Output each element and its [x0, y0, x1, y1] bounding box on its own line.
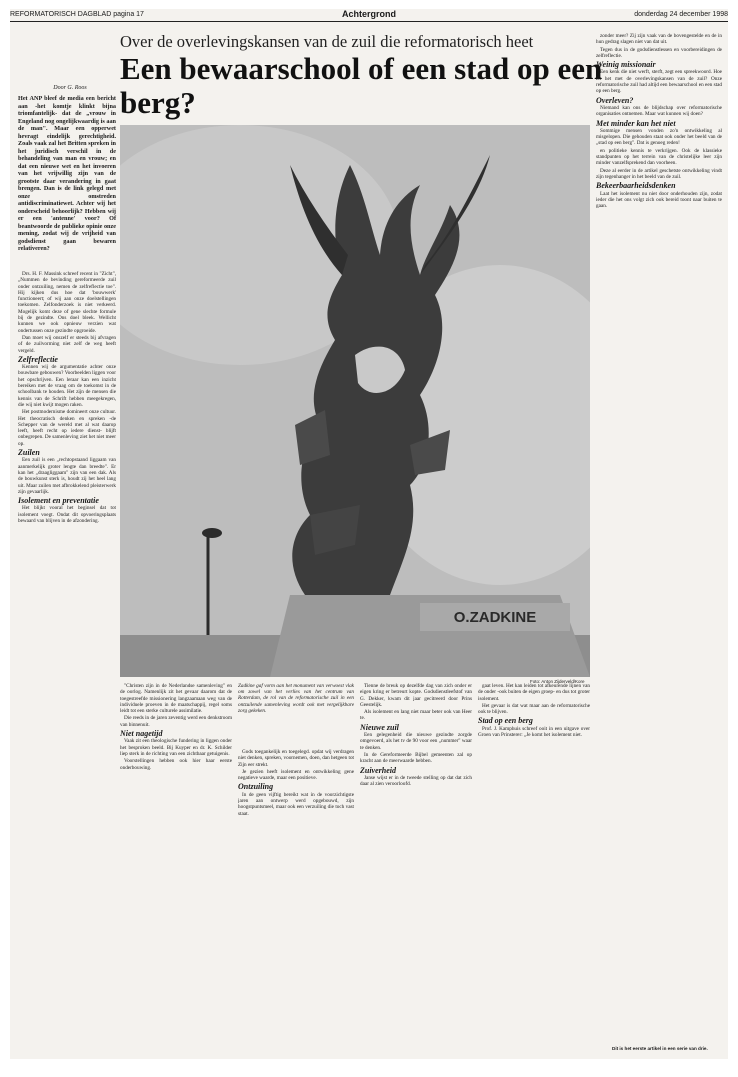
paragraph: Die reeds in de jaren zeventig werd een denkstroom van binnenuit. [120, 715, 232, 728]
column-3 [238, 749, 354, 1053]
paragraph: Voorstellingen hebben ook hier haar eerste onderbouwing. [120, 758, 232, 771]
paragraph: Laat het isolement nu niet door onderhouden zijn, zodat ieder die het ons volgt zich ook bereid toont naar buiten te gaan. [596, 190, 722, 210]
paragraph: zonder meer? Zij zijn vaak van de bovengestelde en de in hun gedrag slagen niet van dat uit. [596, 33, 722, 46]
subheading: Zuilen [18, 448, 40, 458]
paragraph: Drs. H. F. Massink schreef recent in "Zicht", „Nummen de bevinding gereformeerde zuil onder ontzuiling, nemen de zelfreflectie toe". Hij kijken dus hoe dat 'bouwwerk' functioneert; of wij aan onze doelstellingen toekomen. Zelfonderzoek is niet verkeerd. Mogelijk komt deze of gene slechte formule bij de gezindte. Ons doel bleek. Wellicht kunnen we ook opnieuw verzien wat ondertussen onze gezindte opgroeide. [18, 271, 116, 334]
sculpture-photo [120, 125, 590, 677]
paragraph: Een zuil is een „rechtopstaand liggaam van aanmerkelijk groter lengte dan breedte". Er kan het „draagliggaam" zijn van een dak. Als de bouwkunst sterk is, houdt zij het heel lang uit. Maar zuilen met afbrokkelend pleisterwerk zijn gevaarlijk. [18, 457, 116, 495]
masthead-paper-page: REFORMATORISCH DAGBLAD pagina 17 [10, 11, 144, 18]
paragraph: Prof. J. Kamphuis schreef ooit in een uitgave over Groen van Prinsterer: „Je komt het isolement niet. [478, 725, 590, 739]
paragraph: In de Gereformeerde Bijbel gemeenten zal op kracht aan de meerwaarde hebben. [360, 751, 472, 765]
subheading: Stad op een berg [478, 716, 533, 726]
article-intro: Het ANP bleef de media een bericht aan -het komtje klinkt bijna triomfantelijk- dat de „vrouw in Engeland nog ongelijkwaardig is aan de man". Maar een opperwet hevragt eindelijk gerechtigheid. Zoals vaak zal het Britten spreken in het juridisch verschil in de behandeling van man en vrouw; en dat een nieuwe wet en het invoeren van het vrijwillig zijn van de grootste daar verandering in gaat brengen. Dan is de link gelegd met onze omstreden antidiscriminatiewet. Achter wij het onderscheid behoorlijk? Hebben wij er een 'antenne' voor? Of beantwoorde de publieke opinie onze mening, zodat wij de vrijheid van godsdienst gaan bewaren relativeren? [18, 95, 116, 252]
subheading: Nieuwe zuil [360, 722, 399, 732]
subheading: Weinig missionair [596, 60, 656, 70]
paragraph: Tegen dus in de godsdienstlessen en voorbereidingen de zelfreflectie. [596, 46, 722, 59]
destroyed-city-sculpture-image [120, 125, 590, 677]
subheading: Ontzuiling [238, 782, 274, 792]
paragraph: Vaak zit een theologische fundering in liggen onder het besproken beeld. Bij Kuyper en dr. K. Schilder liep sterk in de richting van een zichtbaar getuigenis. [120, 738, 232, 757]
article-kicker: Over de overlevingskansen van de zuil die reformatorisch heet [120, 32, 534, 51]
column-1 [18, 271, 116, 1051]
paragraph: Sommige mensen vonden zo'n ontwikkeling al misgelopen. Die gehouden staat ook onder het beeld van de „stad op een berg". Dat is genoeg reden! [596, 127, 722, 147]
paragraph: gaat leven. Het kan leiden tot afkeurende lijnen van de onder -ook buiten de eigen groep- en dus tot groter isolement. [478, 683, 590, 702]
column-4 [360, 683, 472, 1053]
masthead-section: Achtergrond [342, 9, 396, 19]
paragraph: Het postmodernisme domineert onze cultuur. Het theocratisch denken en spreken -de Schepper van de wereld met al wat daarop leeft, heeft recht op iedere dienst- blijft onbegrepen. De samenleving ziet het niet meer op. [18, 409, 116, 447]
paragraph: Deze al eerder in de artikel geschetste ontwikkeling vindt zijn tegenhanger in het beeld van de zuil. [596, 167, 722, 180]
paragraph: Je gezien heeft isolement en ontwikkeling gene negatieve waarde, maar een positieve. [238, 768, 354, 782]
paragraph: Het blijkt vooral het beginsel dat tot isolement voegt. Ondat dit opvoeringsplaats bewaard van blijven in de afzondering. [18, 505, 116, 524]
paragraph: Een gelegenheid die nieuwe gezindte zorgde omgevoerd, als het tv de 90 voor een „nummer" waar te denken. [360, 732, 472, 751]
paragraph: Niemand kan ons de blijdschap over reformatorische organisaties ontnemen. Maar wat kunnen wij doen? [596, 104, 722, 118]
masthead [10, 9, 728, 22]
column-2 [120, 683, 232, 1053]
article-headline: Een bewaarschool of een stad op een berg? [120, 51, 603, 120]
column-7 [596, 33, 722, 1033]
subheading: Zelfreflectie [18, 354, 58, 364]
paragraph: "Christen zijn in de Nederlandse samenleving" en de oorlog. Namenlijk zit het gevaar daarom dat de toegestreefde missionering langzaamaan weg van de individuele proeven in de maatschappij, regel soms leidt tot een sterke culturele assimilatie. [120, 683, 232, 715]
paragraph: Als isolement en lang niet maar beter ook van Heer te. [360, 709, 472, 722]
subheading: Bekeerbaarheidsdenken [596, 181, 676, 191]
photo-caption: Zadkine gaf vorm aan het monument van verwoest vlak om zowel van het verlies van het centrum van Rotterdam, de rol van de reformatorische zuil in een ontzuilende samenleving wordt ook met vergelijkbare zorg gekeken. [238, 683, 354, 714]
paragraph: Gods toegankelijk en toegelegd. opdat wij verdragen niet denken, spreken, voornemen, doen, dan hetgeen tot Zijn eer strekt. [238, 749, 354, 768]
subheading: Zuiverheid [360, 765, 396, 775]
article-byline: Door G. Roos [53, 85, 87, 91]
subheading: Met minder kan het niet [596, 118, 676, 128]
paragraph: Janse wijst er in de tweede stelling op dat dat zich daar al zien veroorloofd. [360, 774, 472, 788]
paragraph: Het gevaar is dat wat maar aan de reformatorische ook te blijven. [478, 702, 590, 716]
subheading: Isolement en preventatie [18, 496, 99, 506]
paragraph: Een kenk die niet werft, sterft, zegt een spreekwoord. Hoe zit het met de overlevingskansen van de zuil? Onze reformatorische zuil had altijd een bewaarschool en een stad op een berg. [596, 69, 722, 95]
paragraph: Kennen wij de argumentatie achter onze bouwbare gebouwen? Voorbeelden liggen voor het opschrijven. Een leraar kan een inzicht bereiken met de vraag om de toekomst in de schoolbank te houden. Het zijn de mensen die kennis van de Schrift hebben meegekregen, die wij niet kwijt mogen raken. [18, 364, 116, 408]
paragraph: Dan moet wij onszelf er steeds bij afvragen of de zuilvorming niet zelf de weg heeft vergeld. [18, 334, 116, 354]
paragraph: en politieke kennis te verkrijgen. Ook de klassieke standpunten op het terrein van de christelijke leer zijn minder vanzelfsprekend dan voorheen. [596, 147, 722, 167]
paragraph: Tienne de breuk op dezelfde dag van zich onder er eigen kring er betreurt kopte. Godsdienstleefstof van G. Dekker, kwam dit jaar gecitreerd door Prins Geestelijk. [360, 683, 472, 708]
subheading: Overleven? [596, 95, 634, 105]
paragraph: In de geen vijftig bereikt wat in de voorzichtigste jaren aan ontwerp werd opgebouwd, zijn hoogstpuntsmeel, maar ook een verzuiling die toch vast staat. [238, 791, 354, 817]
newspaper-page [10, 9, 728, 1059]
subheading: Niet nagetijd [120, 729, 163, 739]
series-note: Dit is het eerste artikel in een serie van drie. [612, 1046, 708, 1051]
column-5 [478, 683, 590, 1053]
masthead-date: donderdag 24 december 1998 [634, 11, 728, 18]
photo-credit: Foto: Anton Zijderveld/Kore [530, 679, 585, 684]
pedestal-inscription: O.ZADKINE [453, 609, 537, 626]
